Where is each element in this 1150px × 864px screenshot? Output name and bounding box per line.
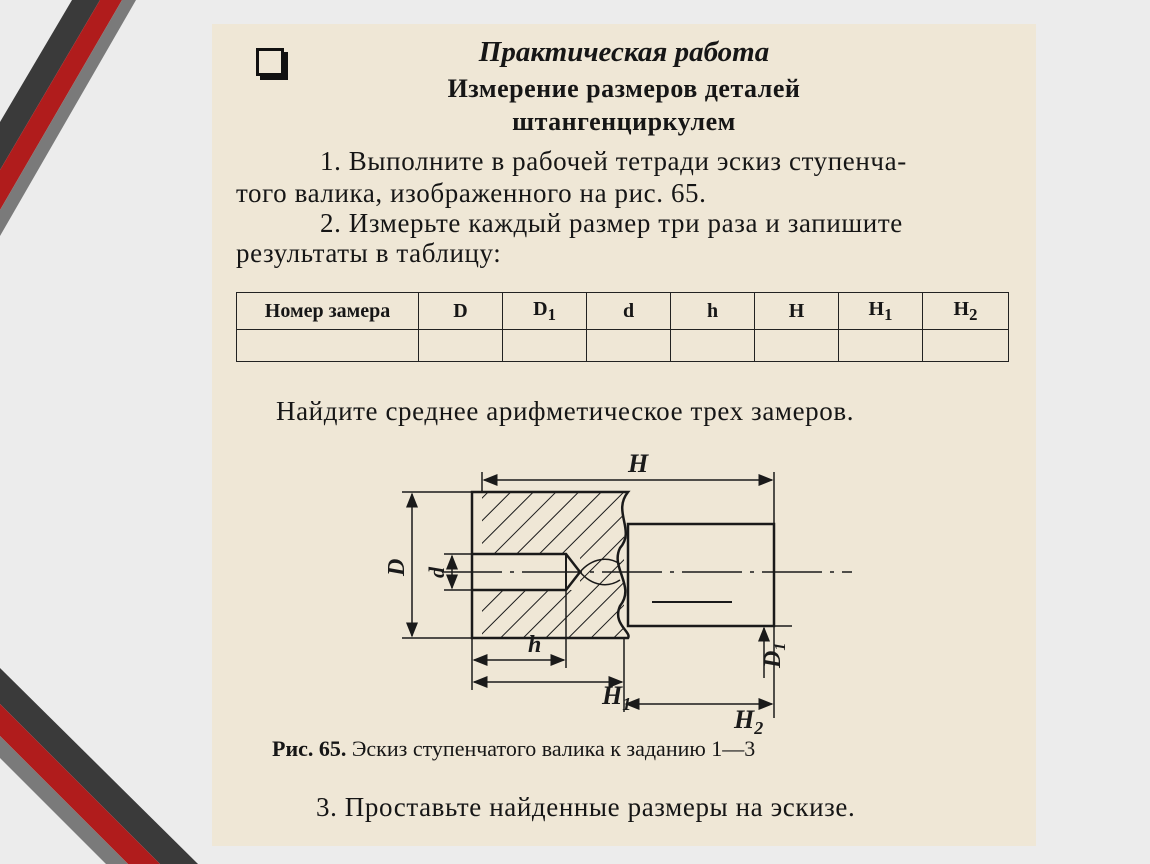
dimension-D1	[760, 626, 792, 678]
header-cell: d	[587, 293, 671, 330]
table-cell[interactable]	[419, 330, 503, 362]
table-cell[interactable]	[671, 330, 755, 362]
table-cell[interactable]	[839, 330, 923, 362]
header-cell: D	[419, 293, 503, 330]
task-line-2: того валика, изображенного на рис. 65.	[236, 178, 707, 208]
header-cell: $H_1$	[839, 293, 923, 330]
title-line-1: Измерение размеров деталей	[447, 74, 801, 103]
svg-text:H1	[601, 681, 631, 714]
shaft-large-section	[472, 492, 629, 638]
header-cell: H	[755, 293, 839, 330]
label-H2: H	[734, 705, 755, 734]
table-cell[interactable]	[923, 330, 1009, 362]
header-cell: Номер замера	[237, 293, 419, 330]
title-italic: Практическая работа	[478, 36, 770, 68]
header-cell: $D_1$	[503, 293, 587, 330]
label-H: H	[628, 449, 649, 478]
shaft-small-section	[628, 524, 774, 626]
dimension-D	[384, 492, 472, 638]
label-H1-sub: 1	[622, 694, 632, 714]
label-D1-sub: 1	[772, 642, 789, 651]
dimension-H2	[626, 626, 774, 738]
caption-prefix: Рис. 65.	[272, 736, 347, 761]
dimension-H1	[472, 638, 631, 714]
task-line-6: 3. Проставьте найденные размеры на эскизе.	[316, 792, 856, 822]
label-H2-sub: 2	[754, 718, 764, 738]
svg-text:d	[424, 566, 449, 578]
table-header-row	[237, 293, 1009, 330]
table-row	[237, 330, 1009, 362]
caption-text: Эскиз ступенчатого валика к заданию 1—3	[346, 736, 756, 761]
header-cell: $H_2$	[923, 293, 1009, 330]
table-cell[interactable]	[755, 330, 839, 362]
figure-caption	[272, 736, 755, 762]
label-D: D	[384, 558, 410, 576]
label-D1: D	[760, 650, 786, 668]
shaft-sketch-figure	[212, 428, 1036, 738]
task-line-3: 2. Измерьте каждый размер три раза и запишите	[320, 208, 903, 238]
svg-text:H2	[733, 705, 763, 738]
title-line-2: штангенциркулем	[512, 107, 736, 136]
header-cell: h	[671, 293, 755, 330]
task-line-4: результаты в таблицу:	[236, 238, 502, 268]
label-h: h	[528, 632, 542, 658]
document-page	[212, 24, 1036, 846]
label-H1: H	[602, 681, 623, 710]
svg-text:h	[528, 632, 541, 658]
svg-text:H	[627, 449, 649, 478]
label-d: d	[424, 567, 449, 578]
table-cell[interactable]	[503, 330, 587, 362]
table-cell[interactable]	[237, 330, 419, 362]
measurement-table	[236, 292, 1009, 362]
table-cell[interactable]	[587, 330, 671, 362]
task-line-1: 1. Выполните в рабочей тетради эскиз ступенча-	[320, 146, 907, 176]
task-line-5: Найдите среднее арифметическое трех замеров.	[276, 396, 855, 426]
svg-text:D	[384, 559, 410, 577]
